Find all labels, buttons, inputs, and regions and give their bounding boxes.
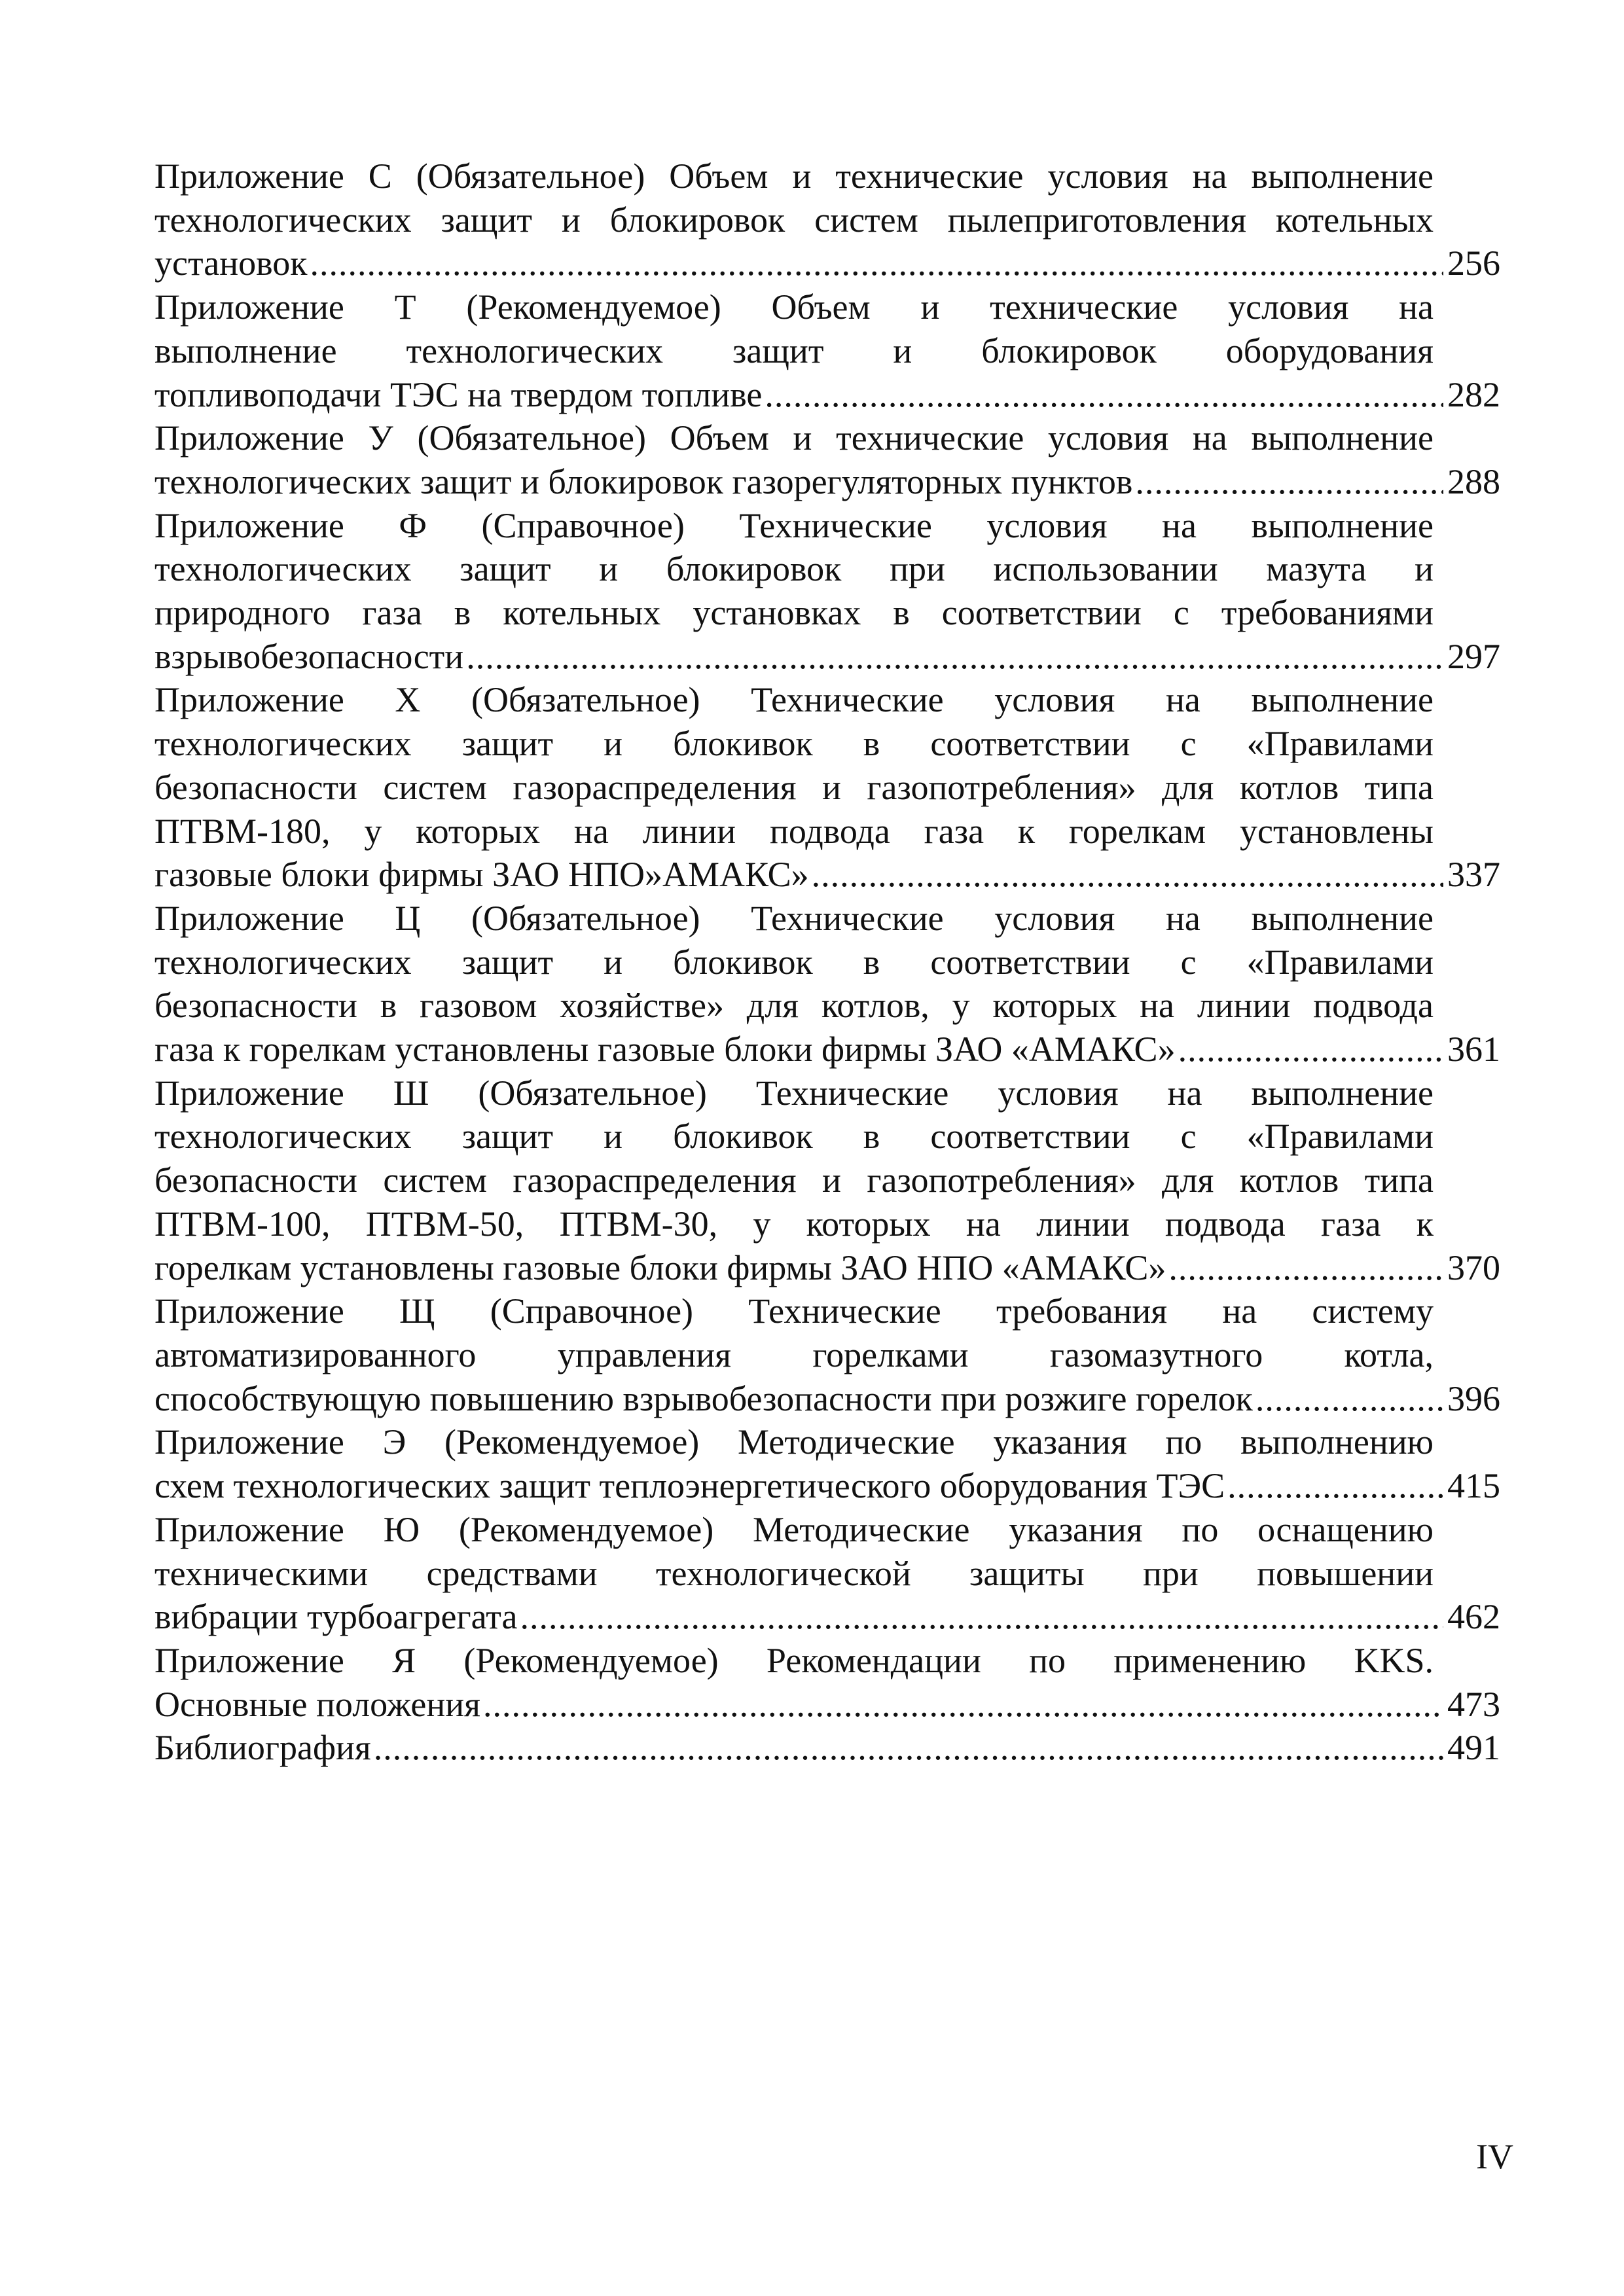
- toc-entry-title-line: природного газа в котельных установках в соответствии с требованиями: [154, 593, 1434, 633]
- toc-entry[interactable]: [154, 1508, 1500, 1639]
- toc-entry-title-line: безопасности систем газораспределения и газопотребления» для котлов типа: [154, 767, 1434, 807]
- toc-entry[interactable]: [154, 1289, 1500, 1420]
- toc-entry[interactable]: [154, 285, 1500, 416]
- toc-entry-title: [154, 678, 1434, 853]
- toc-entry[interactable]: [154, 154, 1500, 285]
- toc-entry-title: [154, 154, 1434, 242]
- toc-entry-title: [154, 416, 1434, 460]
- dot-leader: [812, 853, 1443, 897]
- dot-leader: [466, 635, 1443, 679]
- toc-entry-title-line: автоматизированного управления горелками газомазутного котла,: [154, 1335, 1434, 1374]
- toc-entry-title-line: Приложение Х (Обязательное) Технические условия на выполнение: [154, 680, 1434, 720]
- toc-entry-title: [154, 1071, 1434, 1246]
- toc-page-number: 282: [1447, 374, 1500, 414]
- dot-leader: [1227, 1464, 1443, 1508]
- toc-entry-last-line: [154, 1683, 1500, 1727]
- toc-entry-title-line: газа к горелкам установлены газовые блоки фирмы ЗАО «АМАКС»: [154, 1030, 1176, 1069]
- table-of-contents: [154, 154, 1500, 1770]
- toc-entry-title: [154, 504, 1434, 635]
- toc-entry-title-line: газовые блоки фирмы ЗАО НПО»АМАКС»: [154, 855, 809, 895]
- toc-entry-last-line: [154, 1726, 1500, 1770]
- toc-entry-title-line: безопасности систем газораспределения и газопотребления» для котлов типа: [154, 1160, 1434, 1200]
- dot-leader: [1178, 1028, 1443, 1071]
- dot-leader: [483, 1683, 1443, 1727]
- toc-entry-title: [154, 897, 1434, 1028]
- dot-leader: [765, 373, 1443, 417]
- dot-leader: [310, 242, 1443, 285]
- toc-page-number: 491: [1447, 1728, 1500, 1768]
- toc-entry-title-line: топливоподачи ТЭС на твердом топливе: [154, 374, 763, 414]
- toc-entry-title: [154, 1639, 1434, 1683]
- toc-entry-title-line: Приложение Ю (Рекомендуемое) Методические указания по оснащению: [154, 1509, 1434, 1549]
- toc-entry-title-line: способствующую повышению взрывобезопасности при розжиге горелок: [154, 1378, 1253, 1418]
- toc-entry-title-line: выполнение технологических защит и блокировок оборудования: [154, 331, 1434, 370]
- toc-entry-title-line: схем технологических защит теплоэнергетического оборудования ТЭС: [154, 1466, 1225, 1506]
- toc-entry-title: [154, 1420, 1434, 1464]
- dot-leader: [374, 1726, 1443, 1770]
- toc-page-number: 396: [1447, 1378, 1500, 1418]
- toc-entry-title-line: Приложение С (Обязательное) Объем и технические условия на выполнение: [154, 156, 1434, 196]
- toc-entry[interactable]: [154, 1420, 1500, 1507]
- toc-entry-title-line: установок: [154, 243, 308, 283]
- toc-entry-title-line: Приложение Э (Рекомендуемое) Методические указания по выполнению: [154, 1422, 1434, 1462]
- toc-entry-title-line: безопасности в газовом хозяйстве» для котлов, у которых на линии подвода: [154, 986, 1434, 1026]
- toc-entry-title-line: Приложение У (Обязательное) Объем и технические условия на выполнение: [154, 418, 1434, 458]
- toc-entry-last-line: [154, 1595, 1500, 1639]
- toc-entry-title-line: Основные положения: [154, 1684, 480, 1724]
- toc-entry-title-line: технологических защит и блокивок в соответствии с «Правилами: [154, 724, 1434, 764]
- toc-page-number: 415: [1447, 1466, 1500, 1506]
- toc-entry-last-line: [154, 1464, 1500, 1508]
- toc-entry-last-line: [154, 242, 1500, 285]
- toc-entry-title-line: Библиография: [154, 1728, 371, 1768]
- toc-entry[interactable]: [154, 1071, 1500, 1290]
- toc-entry-title-line: взрывобезопасности: [154, 636, 464, 676]
- toc-page-number: 337: [1447, 855, 1500, 895]
- toc-entry-title: [154, 1289, 1434, 1376]
- toc-page-number: 297: [1447, 636, 1500, 676]
- toc-entry-title-line: ПТВМ-180, у которых на линии подвода газа к горелкам установлены: [154, 811, 1434, 851]
- toc-entry-title-line: Приложение Ш (Обязательное) Технические условия на выполнение: [154, 1073, 1434, 1113]
- toc-page-number: 256: [1447, 243, 1500, 283]
- toc-entry-last-line: [154, 853, 1500, 897]
- toc-page-number: 370: [1447, 1247, 1500, 1287]
- toc-entry-title: [154, 1508, 1434, 1595]
- toc-entry-title-line: технологических защит и блокировок газорегуляторных пунктов: [154, 461, 1133, 501]
- toc-entry-last-line: [154, 373, 1500, 417]
- toc-entry-title-line: Приложение Я (Рекомендуемое) Рекомендации по применению KKS.: [154, 1640, 1434, 1680]
- toc-entry-title-line: Приложение Щ (Справочное) Технические требования на систему: [154, 1291, 1434, 1331]
- toc-entry-title-line: горелкам установлены газовые блоки фирмы ЗАО НПО «АМАКС»: [154, 1247, 1166, 1287]
- toc-entry[interactable]: [154, 416, 1500, 503]
- toc-entry-title-line: вибрации турбоагрегата: [154, 1597, 518, 1637]
- toc-page-number: 288: [1447, 461, 1500, 501]
- toc-entry-last-line: [154, 1377, 1500, 1421]
- toc-entry[interactable]: [154, 1726, 1500, 1770]
- toc-entry-title-line: техническими средствами технологической защиты при повышении: [154, 1553, 1434, 1593]
- toc-entry-last-line: [154, 635, 1500, 679]
- toc-entry[interactable]: [154, 678, 1500, 897]
- toc-entry[interactable]: [154, 1639, 1500, 1726]
- dot-leader: [1255, 1377, 1443, 1421]
- toc-entry-last-line: [154, 1246, 1500, 1290]
- toc-entry-title-line: технологических защит и блокировок при использовании мазута и: [154, 549, 1434, 589]
- toc-entry-last-line: [154, 460, 1500, 504]
- dot-leader: [520, 1595, 1443, 1639]
- toc-entry-last-line: [154, 1028, 1500, 1071]
- dot-leader: [1168, 1246, 1443, 1290]
- toc-entry-title-line: технологических защит и блокивок в соответствии с «Правилами: [154, 1117, 1434, 1157]
- dot-leader: [1135, 460, 1443, 504]
- toc-page-number: 361: [1447, 1030, 1500, 1069]
- toc-entry-title: [154, 285, 1434, 372]
- toc-page-number: 473: [1447, 1684, 1500, 1724]
- toc-entry-title-line: Приложение Т (Рекомендуемое) Объем и технические условия на: [154, 287, 1434, 327]
- toc-entry[interactable]: [154, 504, 1500, 679]
- toc-page-number: 462: [1447, 1597, 1500, 1637]
- toc-entry-title-line: Приложение Ф (Справочное) Технические условия на выполнение: [154, 505, 1434, 545]
- toc-entry[interactable]: [154, 897, 1500, 1071]
- toc-entry-title-line: ПТВМ-100, ПТВМ-50, ПТВМ-30, у которых на линии подвода газа к: [154, 1204, 1434, 1244]
- toc-entry-title-line: Приложение Ц (Обязательное) Технические условия на выполнение: [154, 898, 1434, 938]
- page-number: IV: [1476, 2137, 1513, 2176]
- toc-entry-title-line: технологических защит и блокивок в соответствии с «Правилами: [154, 942, 1434, 982]
- toc-entry-title-line: технологических защит и блокировок систем пылеприготовления котельных: [154, 200, 1434, 240]
